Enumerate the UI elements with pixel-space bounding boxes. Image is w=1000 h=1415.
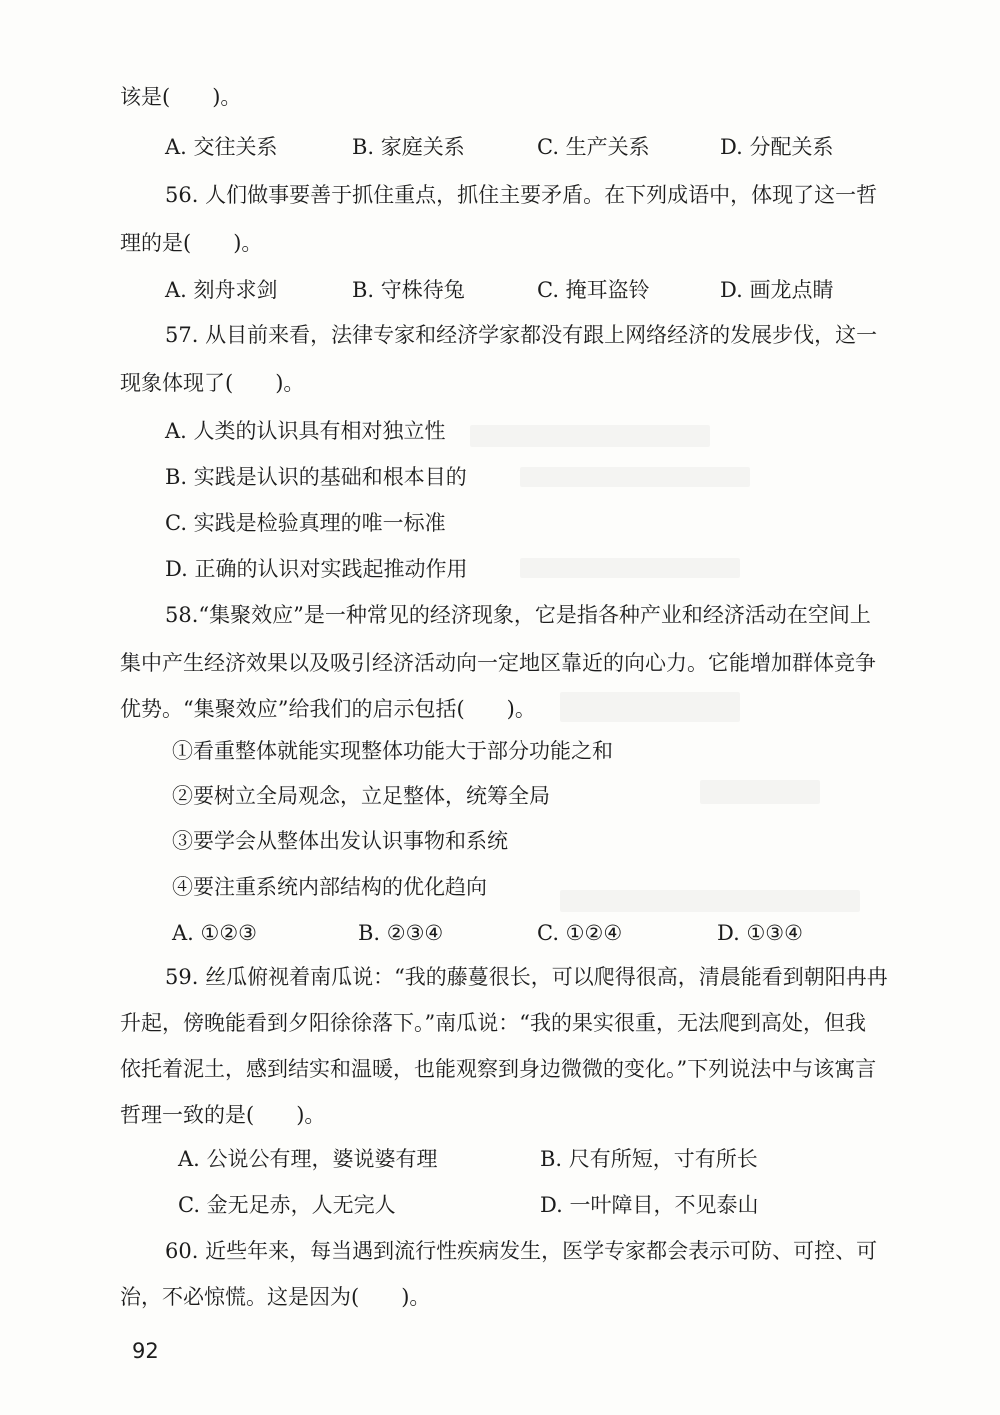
q57-option-d[interactable]: D. 正确的认识对实践起推动作用 xyxy=(165,557,468,581)
q59-line3: 依托着泥土，感到结实和温暖，也能观察到身边微微的变化。”下列说法中与该寓言 xyxy=(120,1057,877,1081)
q57-option-a[interactable]: A. 人类的认识具有相对独立性 xyxy=(165,419,446,443)
q56-option-d[interactable]: D. 画龙点睛 xyxy=(720,278,834,302)
q55-option-a[interactable]: A. 交往关系 xyxy=(165,135,278,159)
q58-option-d[interactable]: D. ①③④ xyxy=(717,921,803,945)
q58-item-2: ②要树立全局观念，立足整体，统筹全局 xyxy=(172,784,550,808)
bleed-through-mark xyxy=(470,425,710,447)
q55-tail: 该是( )。 xyxy=(120,85,242,109)
q56-option-a[interactable]: A. 刻舟求剑 xyxy=(165,278,278,302)
q59-options-row2 xyxy=(0,1190,1000,1220)
q56-line1: 56. 人们做事要善于抓住重点，抓住主要矛盾。在下列成语中，体现了这一哲 xyxy=(165,183,878,207)
q55-options xyxy=(0,132,1000,162)
q59-line2: 升起，傍晚能看到夕阳徐徐落下。”南瓜说：“我的果实很重，无法爬到高处，但我 xyxy=(120,1011,866,1035)
q59-line4: 哲理一致的是( )。 xyxy=(120,1103,326,1127)
q59-option-d[interactable]: D. 一叶障目，不见泰山 xyxy=(540,1193,759,1217)
q56-option-c[interactable]: C. 掩耳盗铃 xyxy=(537,278,650,302)
q59-line1: 59. 丝瓜俯视着南瓜说：“我的藤蔓很长，可以爬得很高，清晨能看到朝阳冉冉 xyxy=(165,965,888,989)
q59-options-row1 xyxy=(0,1144,1000,1174)
q56-options xyxy=(0,275,1000,305)
q59-option-c[interactable]: C. 金无足赤，人无完人 xyxy=(178,1193,396,1217)
page-number: 92 xyxy=(132,1339,159,1363)
q60-line1: 60. 近些年来，每当遇到流行性疾病发生，医学专家都会表示可防、可控、可 xyxy=(165,1239,878,1263)
q59-option-b[interactable]: B. 尺有所短，寸有所长 xyxy=(540,1147,758,1171)
q58-line3: 优势。“集聚效应”给我们的启示包括( )。 xyxy=(120,697,536,721)
q57-line1: 57. 从目前来看，法律专家和经济学家都没有跟上网络经济的发展步伐，这一 xyxy=(165,323,878,347)
q55-option-d[interactable]: D. 分配关系 xyxy=(720,135,834,159)
bleed-through-mark xyxy=(560,890,860,912)
q57-option-b[interactable]: B. 实践是认识的基础和根本目的 xyxy=(165,465,467,489)
q58-line2: 集中产生经济效果以及吸引经济活动向一定地区靠近的向心力。它能增加群体竞争 xyxy=(120,651,876,675)
q57-line2: 现象体现了( )。 xyxy=(120,371,305,395)
q58-options xyxy=(0,918,1000,948)
q58-item-3: ③要学会从整体出发认识事物和系统 xyxy=(172,829,508,853)
q59-option-a[interactable]: A. 公说公有理，婆说婆有理 xyxy=(178,1147,438,1171)
bleed-through-mark xyxy=(700,780,820,804)
q58-line1: 58.“集聚效应”是一种常见的经济现象，它是指各种产业和经济活动在空间上 xyxy=(165,603,871,627)
q56-option-b[interactable]: B. 守株待兔 xyxy=(352,278,465,302)
q55-option-b[interactable]: B. 家庭关系 xyxy=(352,135,465,159)
bleed-through-mark xyxy=(520,467,750,487)
q58-item-1: ①看重整体就能实现整体功能大于部分功能之和 xyxy=(172,739,613,763)
q58-option-a[interactable]: A. ①②③ xyxy=(172,921,257,945)
q56-line2: 理的是( )。 xyxy=(120,231,263,255)
q60-line2: 治，不必惊慌。这是因为( )。 xyxy=(120,1285,431,1309)
q58-option-b[interactable]: B. ②③④ xyxy=(358,921,444,945)
bleed-through-mark xyxy=(520,558,740,578)
q57-option-c[interactable]: C. 实践是检验真理的唯一标准 xyxy=(165,511,446,535)
q58-option-c[interactable]: C. ①②④ xyxy=(537,921,623,945)
bleed-through-mark xyxy=(560,692,740,722)
q55-option-c[interactable]: C. 生产关系 xyxy=(537,135,650,159)
q58-item-4: ④要注重系统内部结构的优化趋向 xyxy=(172,875,487,899)
